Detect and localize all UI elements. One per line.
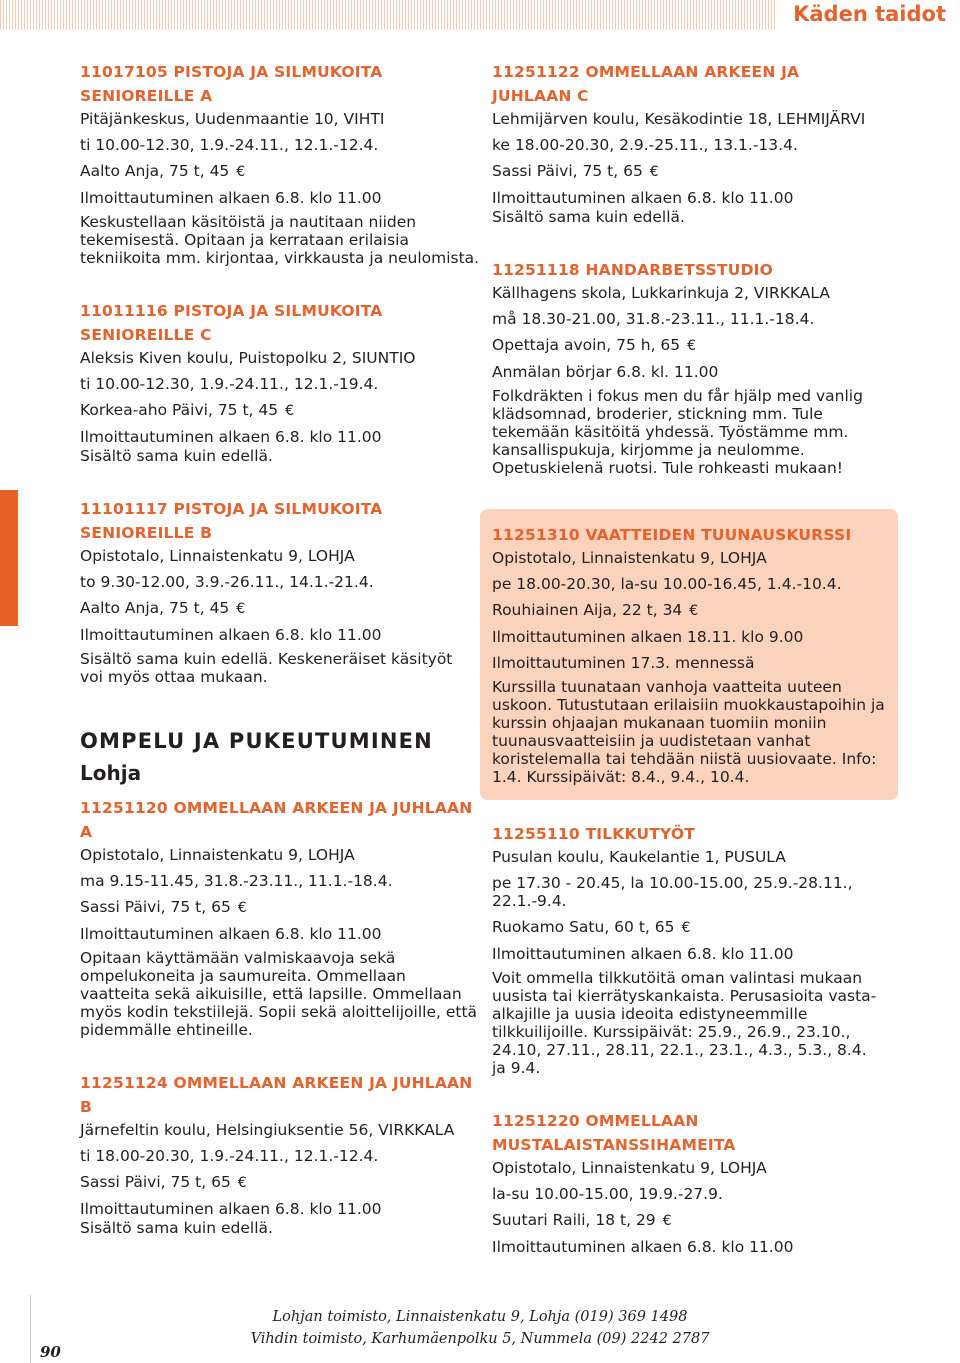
course-location: Opistotalo, Linnaistenkatu 9, LOHJA: [80, 846, 355, 864]
euro-icon: €: [689, 603, 699, 619]
course-schedule: pe 17.30 - 20.45, la 10.00-15.00, 25.9.-28.11., 22.1.-9.4.: [492, 874, 853, 910]
course-schedule: ti 10.00-12.30, 1.9.-24.11., 12.1.-12.4.: [80, 136, 379, 154]
footer-line-lohja: Lohjan toimisto, Linnaistenkatu 9, Lohja (019) 369 1498: [272, 1309, 688, 1325]
course-signup: Ilmoittautuminen alkaen 6.8. klo 11.00: [492, 1238, 794, 1256]
euro-icon: €: [649, 164, 659, 180]
course-description: Opitaan käyttämään valmiskaavoja sekä ompelukoneita ja saumureita. Ommellaan vaatteita sekä aikuisille, että lapsille. Ommellaan myös kodin tekstiilejä. Sopii sekä aloittelijoille, että pidemmälle ehtineille.: [80, 949, 478, 1039]
course-11017105: [80, 60, 480, 267]
section-title: OMPELU JA PUKEUTUMINEN: [80, 729, 433, 753]
course-description: Voit ommella tilkkutöitä oman valintasi mukaan uusista tai kierrätyskankaista. Perusasioita vasta-alkajille ja uusia ideoita edistyneemmille tilkkuilijoille. Kurssipäivät: 25.9., 26.9., 23.10., 24.10, 27.11., 28.11, 22.1., 23.1., 4.3., 5.3., 8.4. ja 9.4.: [492, 969, 877, 1077]
course-location: Pitäjänkeskus, Uudenmaantie 10, VIHTI: [80, 110, 385, 128]
course-location: Opistotalo, Linnaistenkatu 9, LOHJA: [492, 1159, 767, 1177]
course-description: Sisältö sama kuin edellä.: [80, 1219, 273, 1237]
footer-contacts: [0, 1306, 960, 1350]
course-description: Sisältö sama kuin edellä.: [80, 447, 273, 465]
course-description: Sisältö sama kuin edellä. Keskeneräiset käsityöt voi myös ottaa mukaan.: [80, 650, 453, 686]
course-location: Källhagens skola, Lukkarinkuja 2, VIRKKALA: [492, 284, 831, 302]
course-location: Aleksis Kiven koulu, Puistopolku 2, SIUNTIO: [80, 349, 416, 367]
left-column: [80, 60, 480, 1269]
course-location: Opistotalo, Linnaistenkatu 9, LOHJA: [492, 549, 767, 567]
course-teacher: Sassi Päivi, 75 t, 65 €: [492, 162, 659, 180]
course-signup: Ilmoittautuminen alkaen 6.8. klo 11.00: [492, 189, 794, 207]
page-number: 90: [40, 1343, 61, 1361]
page-header-title: Käden taidot: [777, 0, 960, 30]
course-schedule: ti 18.00-20.30, 1.9.-24.11., 12.1.-12.4.: [80, 1147, 379, 1165]
course-11251220: [492, 1109, 884, 1256]
course-title: 11251310 VAATTEIDEN TUUNAUSKURSSI: [492, 526, 852, 544]
course-teacher: Rouhiainen Aija, 22 t, 34 €: [492, 601, 699, 619]
course-description: Sisältö sama kuin edellä.: [492, 208, 685, 226]
course-description: Kurssilla tuunataan vanhoja vaatteita uuteen uskoon. Tutustutaan erilaisiin muokkaustapoihin ja kurssin ohjaajan mukanaan tuomiin moniin tuunausvaatteisiin ja uudistetaan vanhat koristelemalla tai tehdään niistä uusiovaate. Info: 1.4. Kurssipäivät: 8.4., 9.4., 10.4.: [492, 678, 885, 786]
course-signup: Ilmoittautuminen alkaen 18.11. klo 9.00: [492, 628, 804, 646]
course-signup: Ilmoittautuminen alkaen 6.8. klo 11.00: [80, 428, 382, 446]
course-signup: Ilmoittautuminen alkaen 6.8. klo 11.00: [492, 945, 794, 963]
highlight-course-11251310: [480, 509, 898, 800]
course-11011116: [80, 299, 480, 465]
euro-icon: €: [662, 1213, 672, 1229]
course-signup: Ilmoittautuminen alkaen 6.8. klo 11.00: [80, 626, 382, 644]
course-title: 11251220 OMMELLAAN MUSTALAISTANSSIHAMEITA: [492, 1112, 736, 1154]
course-description: Folkdräkten i fokus men du får hjälp med vanlig klädsomnad, broderier, stickning mm. Tule tekemään käsitöitä yhdessä. Työstämme mm. kansallispukuja, kirjomme ja neulomme. Opetuskielenä ruotsi. Tule rohkeasti mukaan!: [492, 387, 863, 477]
course-teacher: Sassi Päivi, 75 t, 65 €: [80, 1173, 247, 1191]
course-teacher: Aalto Anja, 75 t, 45 €: [80, 162, 246, 180]
course-11251118: [492, 258, 884, 477]
course-11251122: [492, 60, 884, 226]
course-teacher: Sassi Päivi, 75 t, 65 €: [80, 898, 247, 916]
course-location: Lehmijärven koulu, Kesäkodintie 18, LEHMIJÄRVI: [492, 110, 866, 128]
course-schedule: ma 9.15-11.45, 31.8.-23.11., 11.1.-18.4.: [80, 872, 393, 890]
course-title: 11255110 TILKKUTYÖT: [492, 825, 696, 843]
euro-icon: €: [687, 338, 697, 354]
course-title: 11251118 HANDARBETSSTUDIO: [492, 261, 773, 279]
course-11101117: [80, 497, 480, 686]
course-teacher: Suutari Raili, 18 t, 29 €: [492, 1211, 672, 1229]
course-11255110: [492, 822, 884, 1077]
course-schedule: la-su 10.00-15.00, 19.9.-27.9.: [492, 1185, 723, 1203]
course-11251120: [80, 796, 480, 1039]
course-signup-deadline: Ilmoittautuminen 17.3. mennessä: [492, 654, 755, 672]
euro-icon: €: [237, 900, 247, 916]
course-title: 11101117 PISTOJA JA SILMUKOITA SENIOREILLE B: [80, 500, 383, 542]
euro-icon: €: [236, 601, 246, 617]
course-teacher: Ruokamo Satu, 60 t, 65 €: [492, 918, 691, 936]
course-title: 11251124 OMMELLAAN ARKEEN JA JUHLAAN B: [80, 1074, 473, 1116]
course-title: 11251120 OMMELLAAN ARKEEN JA JUHLAAN A: [80, 799, 473, 841]
course-title: 11251122 OMMELLAAN ARKEEN JA JUHLAAN C: [492, 63, 800, 105]
section-subtitle: Lohja: [80, 761, 142, 785]
euro-icon: €: [237, 1175, 247, 1191]
course-title: 11011116 PISTOJA JA SILMUKOITA SENIOREILLE C: [80, 302, 383, 344]
course-location: Pusulan koulu, Kaukelantie 1, PUSULA: [492, 848, 786, 866]
course-schedule: må 18.30-21.00, 31.8.-23.11., 11.1.-18.4.: [492, 310, 815, 328]
course-schedule: pe 18.00-20.30, la-su 10.00-16.45, 1.4.-10.4.: [492, 575, 842, 593]
course-schedule: ke 18.00-20.30, 2.9.-25.11., 13.1.-13.4.: [492, 136, 798, 154]
euro-icon: €: [681, 920, 691, 936]
course-teacher: Aalto Anja, 75 t, 45 €: [80, 599, 246, 617]
course-location: Järnefeltin koulu, Helsingiuksentie 56, VIRKKALA: [80, 1121, 455, 1139]
course-location: Opistotalo, Linnaistenkatu 9, LOHJA: [80, 547, 355, 565]
course-description: Keskustellaan käsitöistä ja nautitaan niiden tekemisestä. Opitaan ja kerrataan erilaisia tekniikoita mm. kirjontaa, virkkausta ja neulomista.: [80, 213, 480, 267]
footer-line-vihti: Vihdin toimisto, Karhumäenpolku 5, Nummela (09) 2242 2787: [250, 1331, 710, 1347]
course-title: 11017105 PISTOJA JA SILMUKOITA SENIOREILLE A: [80, 63, 383, 105]
course-signup: Ilmoittautuminen alkaen 6.8. klo 11.00: [80, 189, 382, 207]
course-signup: Anmälan börjar 6.8. kl. 11.00: [492, 363, 719, 381]
euro-icon: €: [236, 164, 246, 180]
course-signup: Ilmoittautuminen alkaen 6.8. klo 11.00: [80, 925, 382, 943]
right-column: [492, 60, 884, 1288]
side-tab-marker: [0, 490, 18, 626]
course-11251124: [80, 1071, 480, 1237]
course-schedule: ti 10.00-12.30, 1.9.-24.11., 12.1.-19.4.: [80, 375, 379, 393]
euro-icon: €: [285, 403, 294, 419]
course-teacher: Opettaja avoin, 75 h, 65 €: [492, 336, 697, 354]
course-teacher: Korkea-aho Päivi, 75 t, 45 €: [80, 401, 294, 419]
course-schedule: to 9.30-12.00, 3.9.-26.11., 14.1.-21.4.: [80, 573, 374, 591]
course-signup: Ilmoittautuminen alkaen 6.8. klo 11.00: [80, 1200, 382, 1218]
